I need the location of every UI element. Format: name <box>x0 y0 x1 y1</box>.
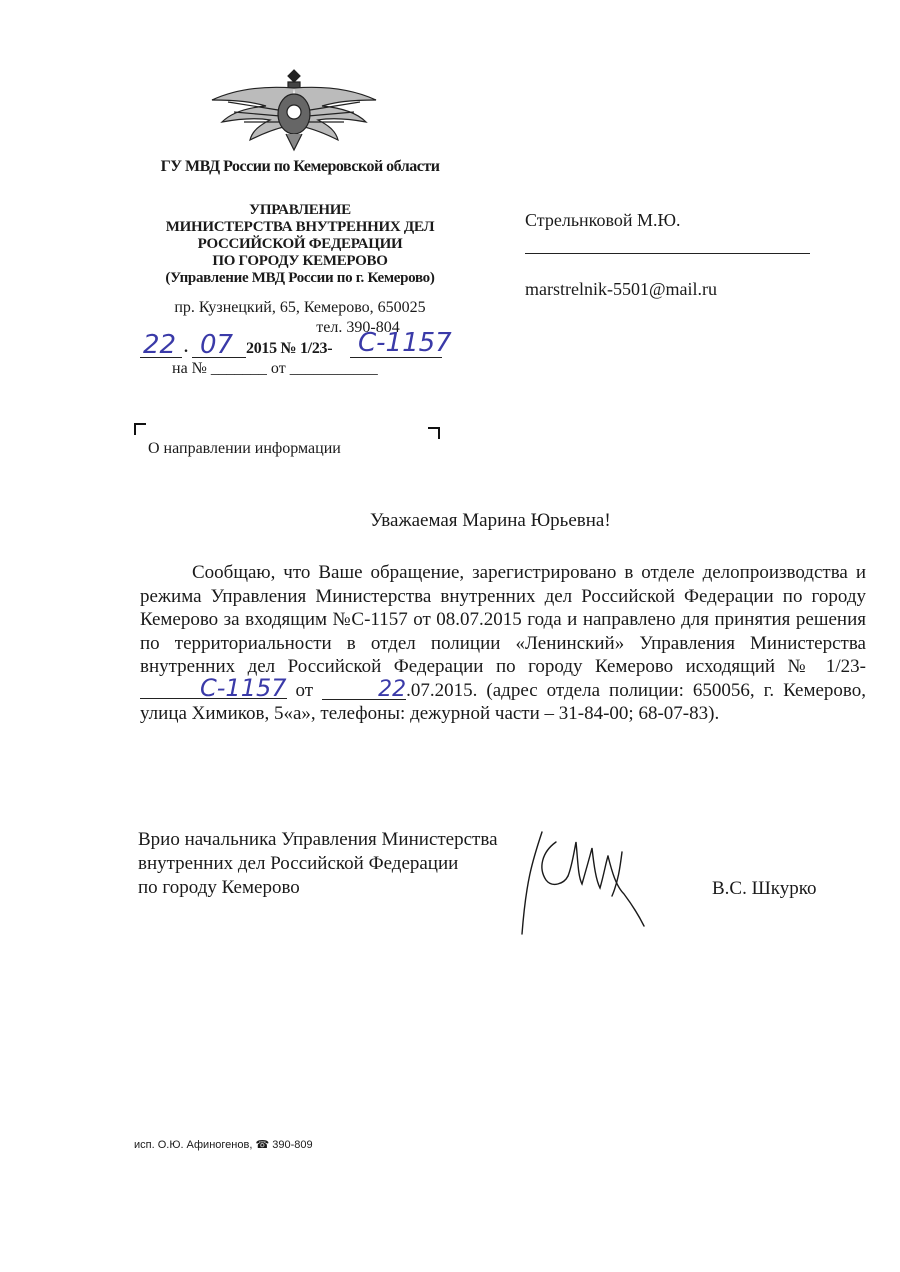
handwritten-signature <box>512 822 652 942</box>
position-line: внутренних дел Российской Федерации <box>138 853 459 874</box>
org-line: УПРАВЛЕНИЕ <box>249 202 351 218</box>
executor-phone: 390-809 <box>272 1139 313 1151</box>
outgoing-year-number: 2015 № 1/23- <box>246 340 333 357</box>
org-line: (Управление МВД России по г. Кемерово) <box>165 270 435 286</box>
subject-bracket-left <box>134 423 146 435</box>
outgoing-number-underline <box>350 357 442 358</box>
body-from-word: от <box>295 679 314 701</box>
outgoing-month: 07 <box>200 330 234 360</box>
body-paragraph <box>140 561 866 726</box>
subject-line: О направлении информации <box>148 440 341 457</box>
org-line: РОССИЙСКОЙ ФЕДЕРАЦИИ <box>197 236 403 252</box>
outgoing-day-underline <box>140 357 182 358</box>
mvd-emblem-icon <box>208 62 380 152</box>
recipient-email: marstrelnik-5501@mail.ru <box>525 279 718 299</box>
handwritten-outgoing-number: С-1157 <box>140 679 287 699</box>
telephone-icon: ☎ <box>255 1139 270 1151</box>
date-dot: . <box>184 339 188 356</box>
signer-position <box>138 828 498 900</box>
subject-bracket-right <box>428 427 440 439</box>
org-address: пр. Кузнецкий, 65, Кемерово, 650025 <box>174 299 426 316</box>
greeting: Уважаемая Марина Юрьевна! <box>370 510 611 531</box>
signer-name: В.С. Шкурко <box>712 878 817 899</box>
organization-block <box>110 202 490 287</box>
body-text: Сообщаю, что Ваше обращение, зарегистрировано в отделе делопроизводства и режима Управления Министерства внутренних дел Российской Федерации по городу Кемерово за входящим №С-1157 от 08.07.2015 года и направлено для принятия решения по территориальности в отдел полиции «Ленинский» Управления Министерства внутренних дел Российской Федерации по городу Кемерово исходящий № 1/23- <box>140 562 866 677</box>
body-tail: .07.2015. (адрес отдела полиции: 650056, г. Кемерово, улица Химиков, 5«а», телефоны: дежурной части – 31-84-00; 68-07-83). <box>140 679 867 724</box>
recipient-underline <box>525 253 810 254</box>
outgoing-number: С-1157 <box>358 328 452 358</box>
org-line: ПО ГОРОДУ КЕМЕРОВО <box>212 253 388 269</box>
executor-footer <box>134 1138 313 1151</box>
org-phone: тел. 390-804 <box>316 319 400 336</box>
incoming-reference: на № _______ от ___________ <box>172 360 378 377</box>
executor-name: исп. О.Ю. Афиногенов, <box>134 1139 253 1151</box>
position-line: по городу Кемерово <box>138 877 300 898</box>
outgoing-day: 22 <box>143 330 177 360</box>
outgoing-month-underline <box>192 357 246 358</box>
handwritten-outgoing-day: 22 <box>322 680 406 700</box>
org-line: МИНИСТЕРСТВА ВНУТРЕННИХ ДЕЛ <box>165 219 435 235</box>
recipient-name: Стрельнковой М.Ю. <box>525 210 681 230</box>
position-line: Врио начальника Управления Министерства <box>138 829 498 850</box>
parent-organization: ГУ МВД России по Кемеровской области <box>160 158 440 175</box>
